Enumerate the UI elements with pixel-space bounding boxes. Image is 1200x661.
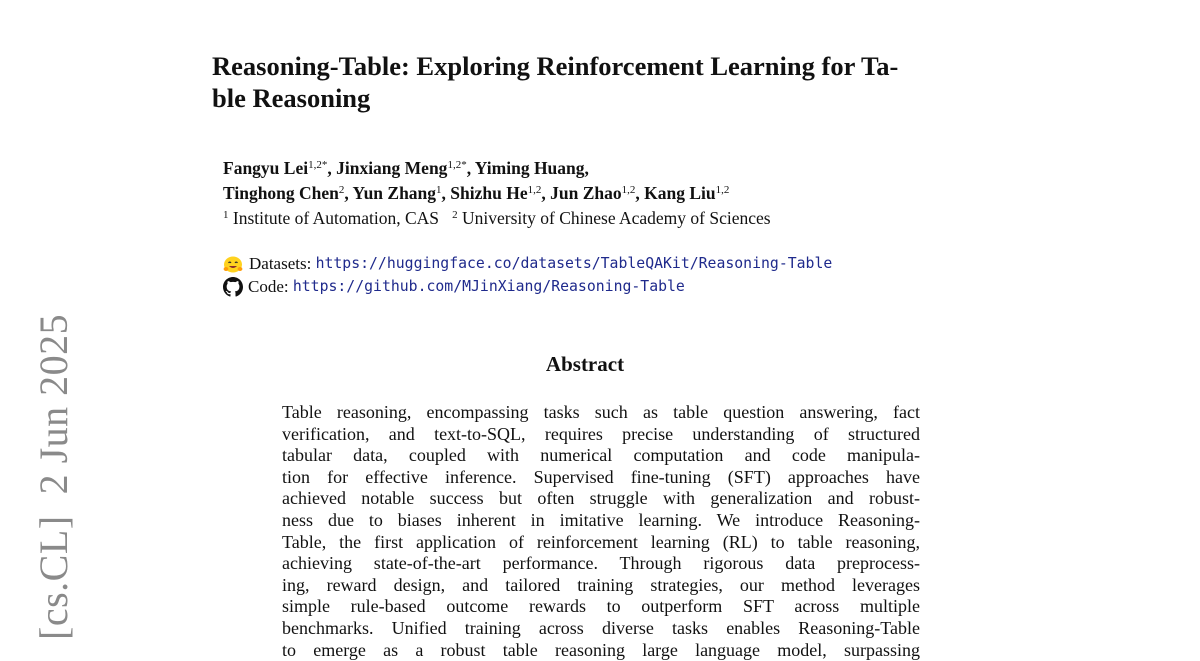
github-icon (223, 277, 243, 297)
abstract-line: benchmarks. Unified training across diverse tasks enables Reasoning-Table (282, 617, 920, 638)
code-label: Code: (248, 277, 289, 296)
abstract-line: tabular data, coupled with numerical computation and code manipula- (282, 445, 920, 466)
abstract-line: ing, reward design, and tailored training strategies, our method leverages (282, 574, 920, 595)
datasets-link[interactable]: https://huggingface.co/datasets/TableQAKit/Reasoning-Table (315, 255, 833, 272)
author-sup: 1,2* (308, 159, 328, 171)
author-sup: 1,2 (621, 184, 636, 196)
affil-sup: 1 (223, 209, 229, 221)
affil-sup: 2 (452, 209, 458, 221)
huggingface-icon (223, 255, 243, 273)
abstract-line: verification, and text-to-SQL, requires precise understanding of structured (282, 423, 920, 444)
author-block (223, 156, 983, 231)
author-sep: , (344, 183, 353, 203)
author-name: Yiming Huang (474, 158, 585, 178)
author-name: Jinxiang Meng (336, 158, 448, 178)
author-name: Tinghong Chen (223, 183, 339, 203)
abstract-line: achieving state-of-the-art performance. Through rigorous data preprocess- (282, 553, 920, 574)
abstract-heading (0, 352, 1200, 377)
abstract-line: to emerge as a robust table reasoning large language model, surpassing (282, 639, 920, 660)
affil-text: Institute of Automation, CAS (232, 208, 439, 228)
author-sup: 1,2* (447, 159, 467, 171)
author-sup: 2 (338, 184, 345, 196)
author-sep: , (441, 183, 451, 203)
author-sup: 1 (436, 184, 442, 196)
author-sup: 1,2 (715, 184, 730, 196)
author-name: Jun Zhao (550, 183, 622, 203)
author-sup: 1,2 (527, 184, 542, 196)
author-sep: , (466, 158, 475, 178)
abstract-line: Table, the first application of reinforcement learning (RL) to table reasoning, (282, 531, 920, 552)
code-row (223, 275, 983, 298)
arxiv-stamp: [cs.CL] 2 Jun 2025 (31, 313, 76, 640)
author-sep: , (584, 158, 589, 178)
author-sep: , (541, 183, 551, 203)
author-sep: , (635, 183, 645, 203)
datasets-label: Datasets: (249, 254, 312, 273)
affiliations (223, 206, 983, 231)
paper-title (212, 50, 1012, 114)
resource-links (223, 252, 983, 298)
author-name: Fangyu Lei (223, 158, 309, 178)
abstract-line: tion for effective inference. Supervised fine-tuning (SFT) approaches have (282, 466, 920, 487)
author-name: Yun Zhang (352, 183, 437, 203)
title-line: Reasoning-Table: Exploring Reinforcement Learning for Ta- (212, 51, 899, 81)
abstract-line: achieved notable success but often struggle with generalization and robust- (282, 488, 920, 509)
author-sep: , (327, 158, 337, 178)
abstract-heading-text: Abstract (545, 352, 625, 376)
datasets-row (223, 252, 983, 275)
author-line (223, 181, 983, 206)
author-line (223, 156, 983, 181)
abstract-line: simple rule-based outcome rewards to outperform SFT across multiple (282, 596, 920, 617)
author-name: Shizhu He (450, 183, 528, 203)
abstract-body (282, 402, 920, 661)
code-link[interactable]: https://github.com/MJinXiang/Reasoning-Table (292, 278, 685, 295)
author-name: Kang Liu (644, 183, 716, 203)
title-line: ble Reasoning (212, 83, 371, 113)
abstract-line: Table reasoning, encompassing tasks such as table question answering, fact (282, 402, 920, 422)
affil-text: University of Chinese Academy of Sciences (462, 208, 771, 228)
abstract-line: ness due to biases inherent in imitative learning. We introduce Reasoning- (282, 509, 920, 530)
